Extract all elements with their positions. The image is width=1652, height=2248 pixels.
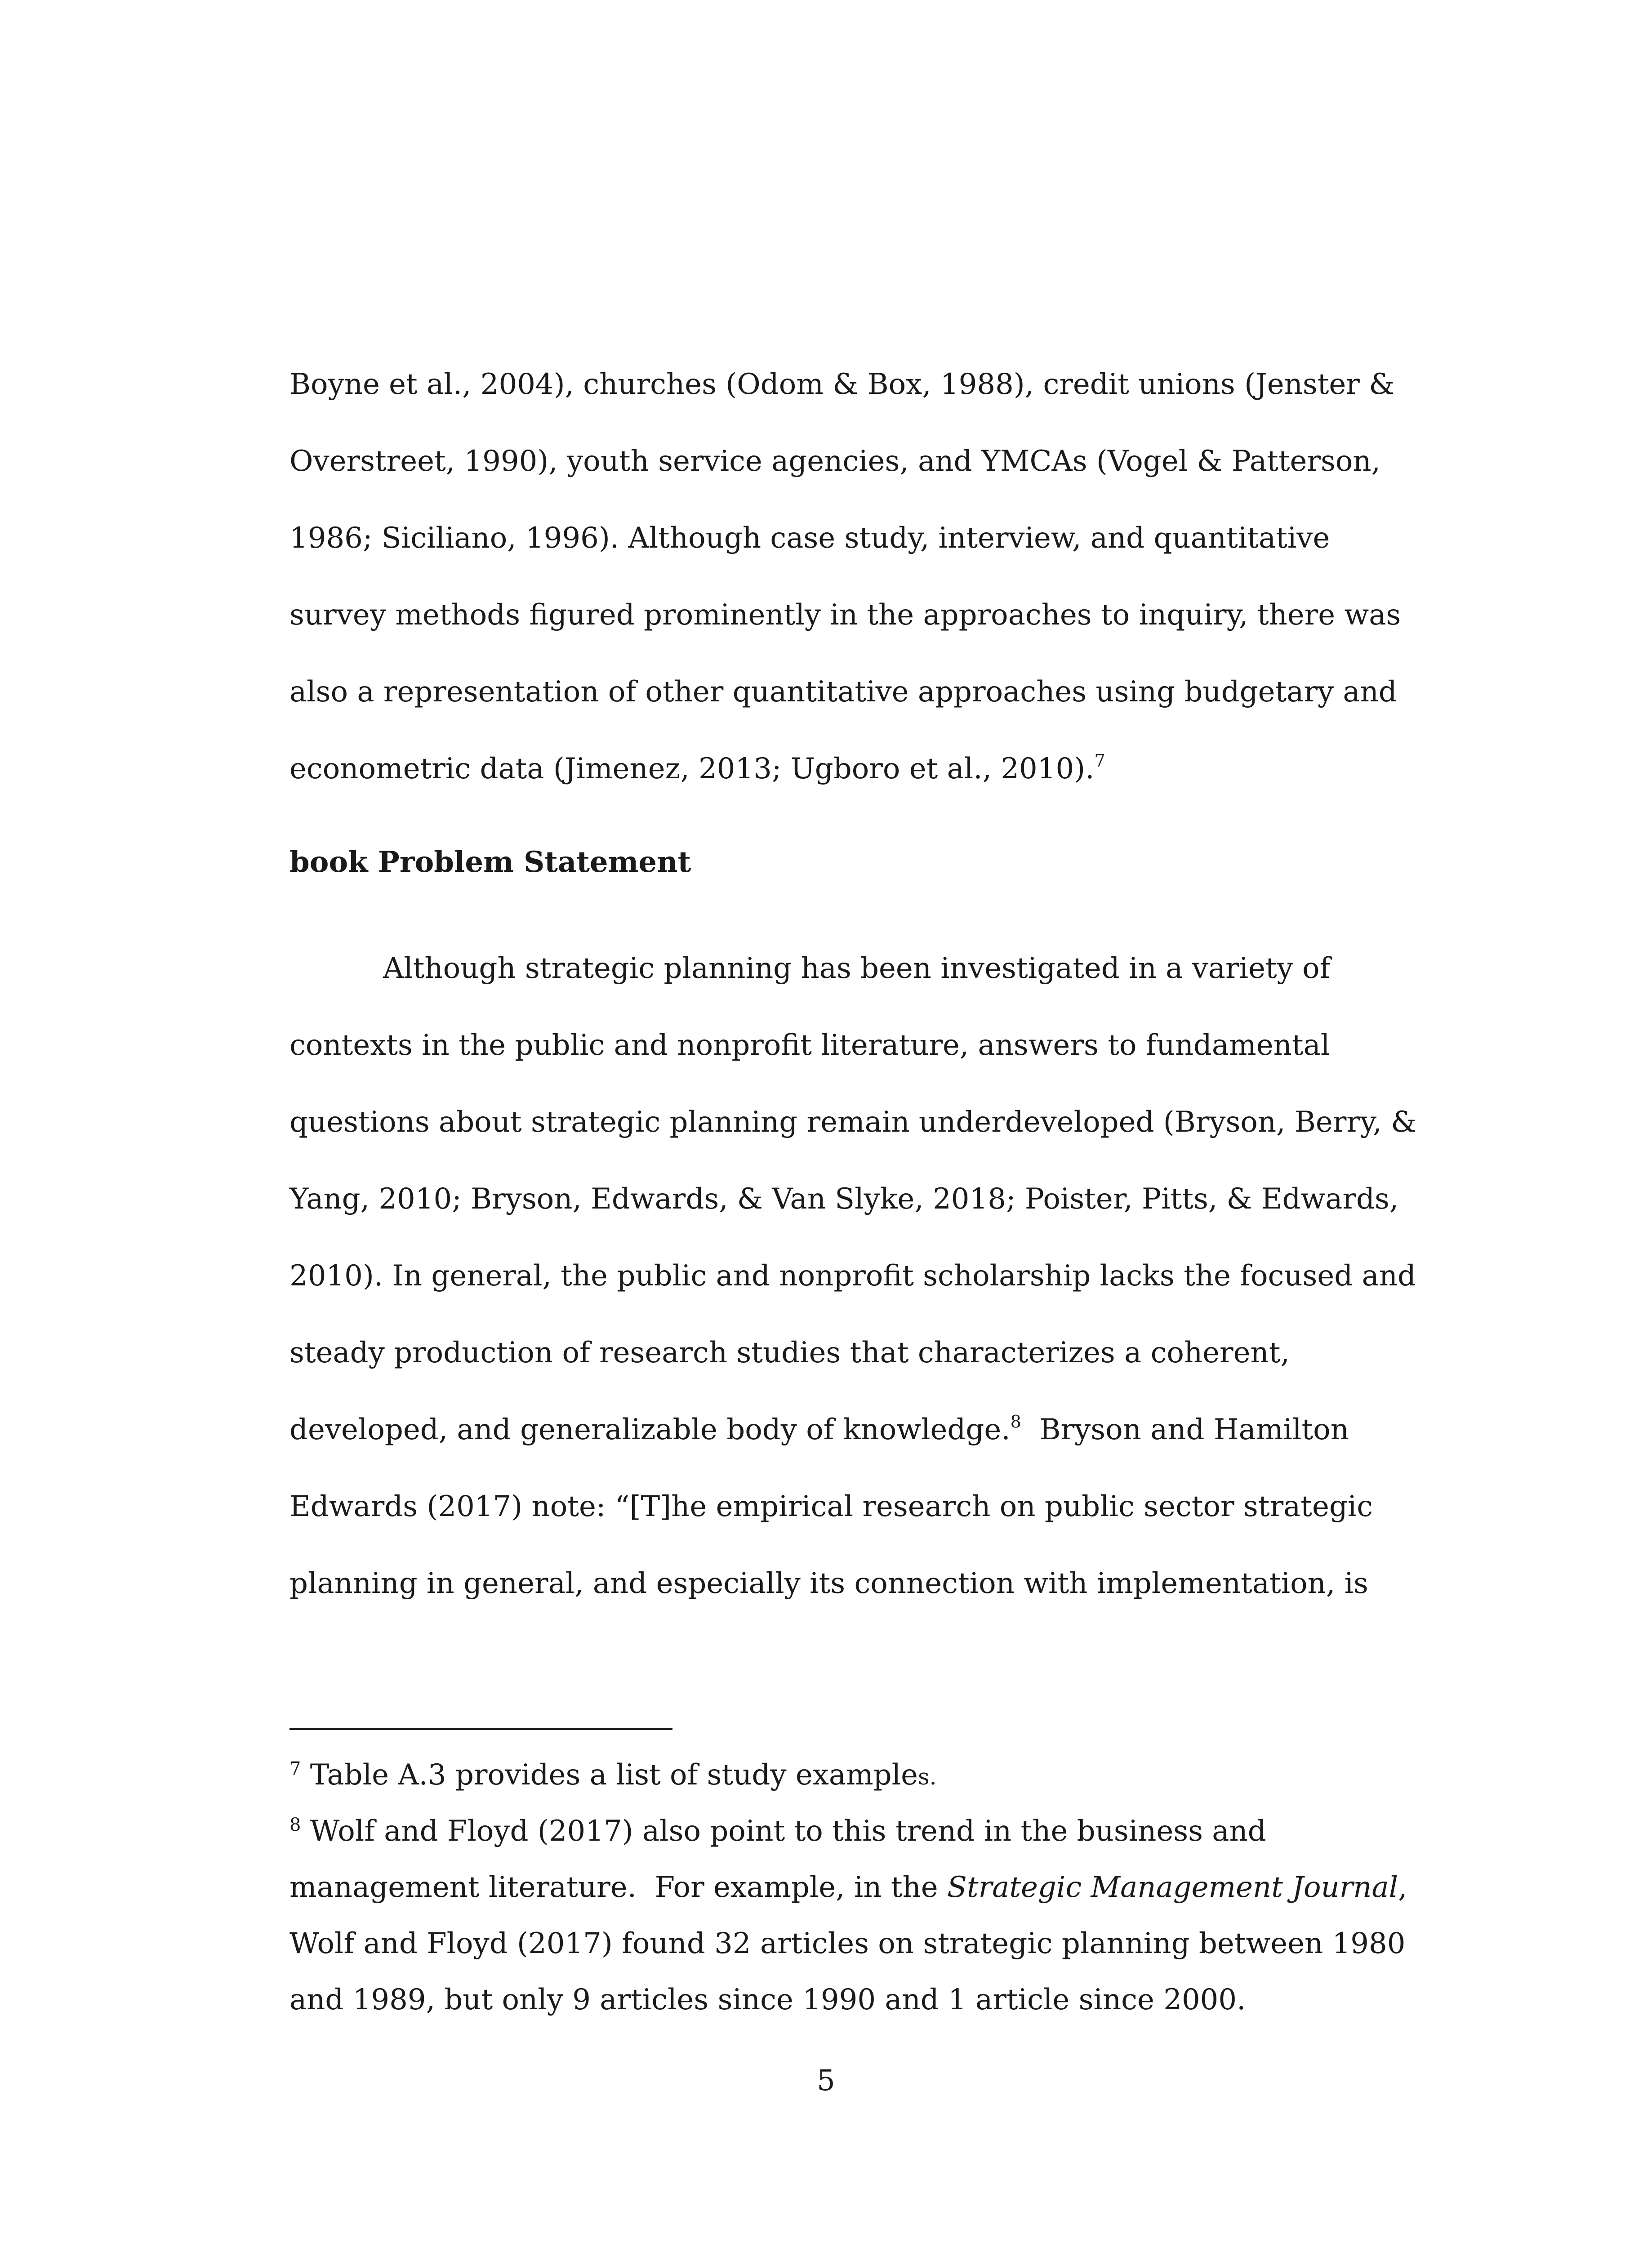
paragraph-2-line: contexts in the public and nonprofit literature, answers to fundamental (289, 1029, 1330, 1062)
paragraph-2-line: 2010). In general, the public and nonprofit scholarship lacks the focused and (289, 1259, 1416, 1293)
paragraph-2-line: Although strategic planning has been investigated in a variety of (383, 952, 1331, 985)
footnote-8-line (289, 1814, 1266, 1848)
footnote-separator (289, 1728, 672, 1730)
paragraph-1-line: Boyne et al., 2004), churches (Odom & Box, 1988), credit unions (Jenster & (289, 368, 1395, 401)
paragraph-2-footnote-line (289, 1412, 1349, 1448)
footnote-8-mark: 8 (289, 1815, 301, 1835)
footnote-8-line: and 1989, but only 9 articles since 1990 and 1 article since 2000. (289, 1983, 1246, 2016)
paragraph-2-text: Bryson and Hamilton (1021, 1413, 1349, 1446)
paragraph-1-line: survey methods figured prominently in the approaches to inquiry, there was (289, 598, 1401, 632)
paragraph-2-text: developed, and generalizable body of knowledge. (289, 1413, 1011, 1446)
paragraph-2-line: Edwards (2017) note: “[T]he empirical research on public sector strategic (289, 1490, 1373, 1523)
footnote-7-mark: 7 (289, 1758, 301, 1779)
footnote-8-text: management literature. For example, in the (289, 1871, 947, 1904)
paragraph-2-line: planning in general, and especially its connection with implementation, is (289, 1567, 1368, 1600)
paragraph-2-line: steady production of research studies that characterizes a coherent, (289, 1336, 1290, 1369)
paragraph-2-line: questions about strategic planning remain underdeveloped (Bryson, Berry, & (289, 1106, 1417, 1139)
paragraph-1-line: 1986; Siciliano, 1996). Although case study, interview, and quantitative (289, 522, 1330, 555)
footnote-8-line (289, 1870, 1407, 1905)
journal-title: Strategic Management Journal (947, 1871, 1398, 1904)
footnote-7-text: Table A.3 provides a list of study example (301, 1758, 918, 1792)
footnote-8-text: , (1398, 1871, 1407, 1904)
page-number: 5 (817, 2064, 835, 2097)
paragraph-1-line: Overstreet, 1990), youth service agencies, and YMCAs (Vogel & Patterson, (289, 445, 1380, 478)
paragraph-1-last-text: econometric data (Jimenez, 2013; Ugboro et al., 2010). (289, 752, 1095, 785)
footnote-ref-8: 8 (1010, 1412, 1021, 1432)
paragraph-1-last-line (289, 751, 1105, 787)
footnote-ref-7: 7 (1094, 751, 1105, 771)
footnote-7-tail: s. (917, 1764, 937, 1790)
paragraph-2-line: Yang, 2010; Bryson, Edwards, & Van Slyke, 2018; Poister, Pitts, & Edwards, (289, 1182, 1399, 1216)
section-heading: book Problem Statement (289, 845, 691, 879)
footnote-8-text: Wolf and Floyd (2017) also point to this trend in the business and (301, 1815, 1266, 1848)
footnote-7 (289, 1758, 937, 1794)
paragraph-1-line: also a representation of other quantitative approaches using budgetary and (289, 675, 1397, 709)
footnote-8-line: Wolf and Floyd (2017) found 32 articles on strategic planning between 1980 (289, 1927, 1406, 1960)
